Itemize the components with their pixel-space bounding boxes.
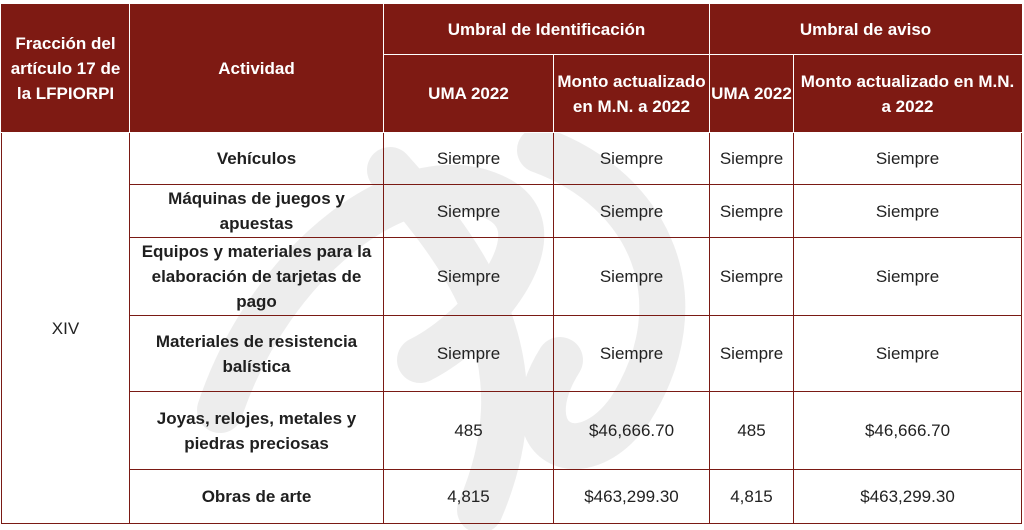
id-amount-cell: $46,666.70 [554,392,710,470]
id-uma-cell: Siempre [384,185,554,238]
id-amount-cell: Siempre [554,238,710,316]
notice-amount-cell: Siempre [794,316,1022,392]
notice-uma-cell: Siempre [710,133,794,185]
header-id-uma: UMA 2022 [384,55,554,133]
id-amount-cell: Siempre [554,316,710,392]
id-uma-cell: Siempre [384,133,554,185]
notice-uma-cell: Siempre [710,185,794,238]
table-row [2,316,1022,392]
id-amount-cell: $463,299.30 [554,470,710,524]
table-row [2,133,1022,185]
notice-uma-cell: 485 [710,392,794,470]
header-activity: Actividad [130,5,384,133]
table-row [2,185,1022,238]
header-identification-threshold: Umbral de Identificación [384,5,710,55]
activity-cell: Obras de arte [130,470,384,524]
activity-cell: Equipos y materiales para la elaboración de tarjetas de pago [130,238,384,316]
notice-amount-cell: $46,666.70 [794,392,1022,470]
id-uma-cell: Siempre [384,238,554,316]
activity-cell: Materiales de resistencia balística [130,316,384,392]
id-uma-cell: 4,815 [384,470,554,524]
header-id-amount: Monto actualizado en M.N. a 2022 [554,55,710,133]
header-notice-uma: UMA 2022 [710,55,794,133]
notice-uma-cell: Siempre [710,316,794,392]
header-notice-threshold: Umbral de aviso [710,5,1022,55]
notice-amount-cell: Siempre [794,185,1022,238]
id-amount-cell: Siempre [554,133,710,185]
table-row [2,238,1022,316]
id-amount-cell: Siempre [554,185,710,238]
notice-amount-cell: Siempre [794,133,1022,185]
table-row [2,392,1022,470]
activity-cell: Máquinas de juegos y apuestas [130,185,384,238]
activity-cell: Joyas, relojes, metales y piedras preciosas [130,392,384,470]
notice-amount-cell: $463,299.30 [794,470,1022,524]
notice-amount-cell: Siempre [794,238,1022,316]
table-row [2,470,1022,524]
notice-uma-cell: 4,815 [710,470,794,524]
header-notice-amount: Monto actualizado en M.N. a 2022 [794,55,1022,133]
thresholds-table [1,4,1022,524]
id-uma-cell: 485 [384,392,554,470]
header-fraction: Fracción del artículo 17 de la LFPIORPI [2,5,130,133]
activity-cell: Vehículos [130,133,384,185]
id-uma-cell: Siempre [384,316,554,392]
notice-uma-cell: Siempre [710,238,794,316]
fraction-cell: XIV [2,133,130,524]
